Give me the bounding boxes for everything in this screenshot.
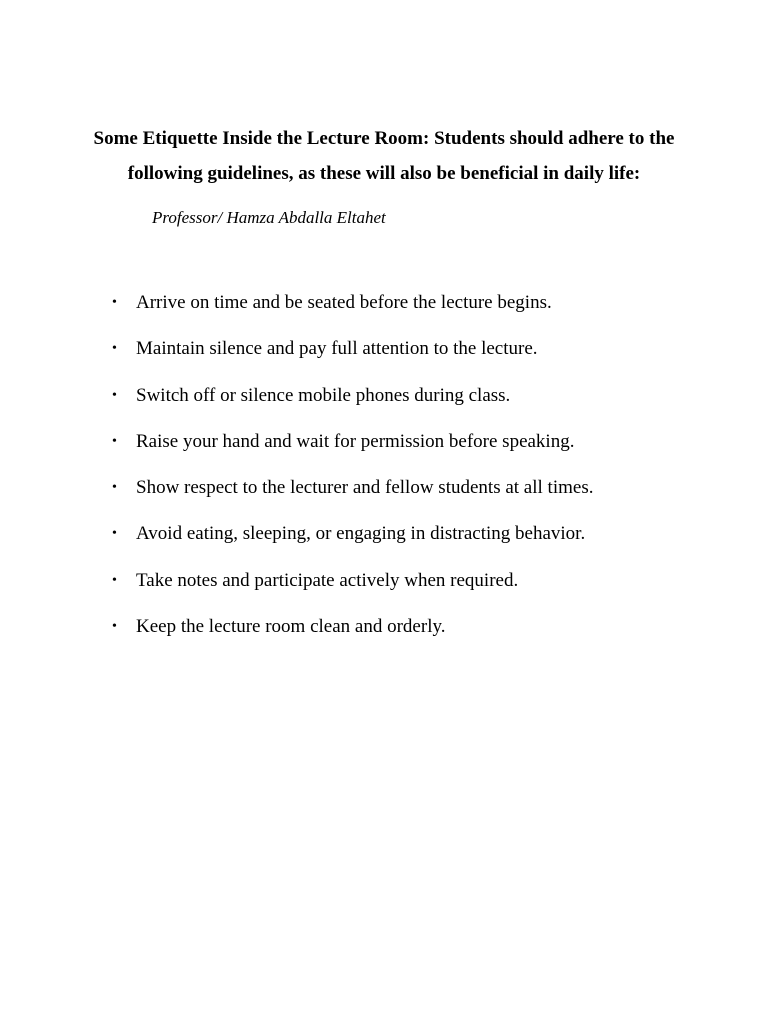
bullet-icon: •	[112, 619, 117, 635]
bullet-icon: •	[112, 295, 117, 310]
bullet-icon: •	[112, 433, 117, 449]
list-item	[0, 383, 768, 429]
list-item	[0, 475, 768, 521]
list-item	[0, 429, 768, 475]
list-item-text: Show respect to the lecturer and fellow students at all times.	[136, 477, 594, 499]
list-item	[0, 568, 768, 614]
list-item-text: Arrive on time and be seated before the lecture begins.	[136, 292, 552, 313]
document-title: Some Etiquette Inside the Lecture Room: Students should adhere to the following guidelines, as these will also be beneficial in daily life:	[93, 128, 675, 184]
bullet-icon: •	[112, 387, 117, 403]
author-line: Professor/ Hamza Abdalla Eltahet	[152, 208, 386, 227]
list-item-text: Maintain silence and pay full attention to the lecture.	[136, 338, 538, 360]
list-item	[0, 336, 768, 382]
list-item-text: Keep the lecture room clean and orderly.	[136, 616, 446, 638]
list-item-text: Raise your hand and wait for permission before speaking.	[136, 430, 575, 452]
guidelines-list	[0, 290, 768, 660]
bullet-icon: •	[112, 480, 117, 496]
list-item	[0, 614, 768, 660]
list-item	[0, 290, 768, 336]
list-item-text: Avoid eating, sleeping, or engaging in distracting behavior.	[136, 523, 586, 545]
list-item-text: Take notes and participate actively when required.	[136, 569, 519, 591]
list-item	[0, 521, 768, 567]
bullet-icon: •	[112, 341, 117, 357]
bullet-icon: •	[112, 572, 117, 588]
list-item-text: Switch off or silence mobile phones during class.	[136, 384, 511, 406]
bullet-icon: •	[112, 526, 117, 542]
